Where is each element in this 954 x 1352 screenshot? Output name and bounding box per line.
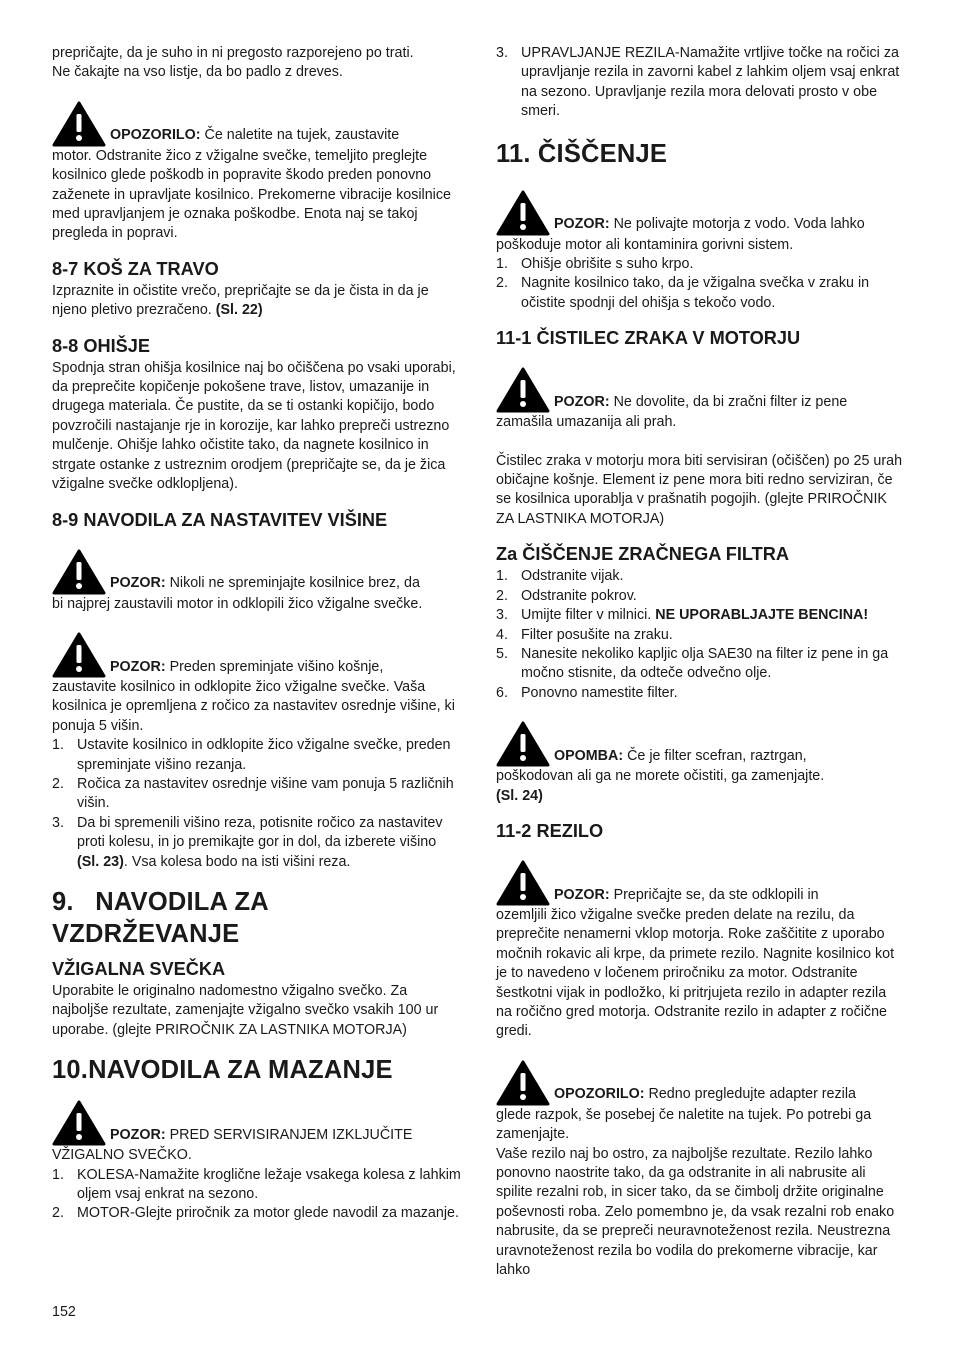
warning-block-pozor-2 — [52, 632, 462, 736]
list-item: 2. MOTOR-Glejte priročnik za motor glede navodil za mazanje. — [52, 1205, 459, 1222]
warning-text: Če je filter scefran, raztrgan, — [623, 747, 807, 764]
list-item: 3. Da bi spremenili višino reza, potisnite ročico za nastavitev proti kolesu, in jo premikajte gor in dol, da izberete višino (Sl. 23). Vsa kolesa bodo na isti višini reza. — [52, 814, 443, 870]
list-item: 6. Ponovno namestite filter. — [496, 684, 678, 701]
warning-icon — [496, 190, 550, 236]
list-10 — [52, 1166, 462, 1224]
warning-icon — [496, 860, 550, 906]
warning-label: POZOR: — [110, 575, 166, 592]
warning-text: Ne dovolite, da bi zračni filter iz pene — [609, 393, 848, 410]
left-column — [52, 44, 462, 1224]
heading-filter: Za ČIŠČENJE ZRAČNEGA FILTRA — [496, 544, 790, 565]
figure-ref: (Sl. 22) — [215, 302, 263, 319]
warning-label: OPOMBA: — [554, 747, 624, 764]
paragraph-8-8: Spodnja stran ohišja kosilnice naj bo očiščena po vsaki uporabi, da preprečite kopičenje pokošene trave, listov, umazanije in drugega materiala. Če pustite, da se ti ostanki kopičijo, bodo povzročili nastajanje rje in korozije, kar lahko prepreči ustrezno mulčenje. Ohišje lahko očistite tako, da nagnete kosilnico in strgate ostanke z ustreznim orodjem (prepričajte se, da je žica vžigalne svečke odklopljena). — [52, 359, 456, 493]
list-filter — [496, 567, 906, 703]
warning-icon — [496, 367, 550, 413]
warning-icon — [52, 1100, 106, 1146]
list-item: 2. Odstranite pokrov. — [496, 587, 637, 604]
list-item: 3. UPRAVLJANJE REZILA-Namažite vrtljive točke na ročici za upravljanje rezila in zavorni kabel z lahkim oljem vsaj enkrat na sezono. Upravljanje rezila mora delovati prosto v obe smeri. — [496, 45, 900, 120]
warning-text-cont: VŽIGALNO SVEČKO. — [52, 1147, 192, 1164]
paragraph-8-7: Izpraznite in očistite vrečo, prepričajte se da je čista in da je njeno pletivo prezračeno. (Sl. 22) — [52, 282, 429, 319]
list-item: 1. Ustavite kosilnico in odklopite žico vžigalne svečke, preden spreminjate višino rezanja. — [52, 737, 451, 773]
heading-8-7: 8-7 KOŠ ZA TRAVO — [52, 258, 219, 279]
warning-icon — [52, 632, 106, 678]
warning-text-cont: zaustavite kosilnico in odklopite žico vžigalne svečke. Vaša kosilnica je opremljena z ročico za nastavitev osrednje višine, ki ponuja 5 višin. — [52, 678, 455, 734]
warning-text-cont: motor. Odstranite žico z vžigalne svečke, temeljito preglejte kosilnico glede poškodb in popravite škodo preden ponovno zaženete in upravljate kosilnico. Prekomerne vibracije kosilnice med upravljanjem je oznaka poškodbe. Enota naj se takoj pregleda in popravi. — [52, 147, 451, 242]
list-8-9 — [52, 736, 462, 872]
warning-text: Nikoli ne spreminjajte kosilnice brez, da — [165, 575, 420, 592]
warning-icon — [496, 1060, 550, 1106]
warning-label: POZOR: — [554, 393, 610, 410]
warning-label: OPOZORILO: — [554, 1086, 645, 1103]
warning-block-pozor-4 — [496, 190, 906, 255]
warning-text: Če naletite na tujek, zaustavite — [200, 127, 400, 144]
warning-text-cont: poškoduje motor ali kontaminira gorivni sistem. — [496, 236, 794, 253]
warning-icon — [52, 549, 106, 595]
warning-icon — [52, 101, 106, 147]
list-item: 5. Nanesite nekoliko kapljic olja SAE30 na filter iz pene in ga močno stisnite, da odteče odvečno olje. — [496, 645, 889, 682]
heading-8-9: 8-9 NAVODILA ZA NASTAVITEV VIŠINE — [52, 509, 388, 530]
warning-block-pozor-3 — [52, 1100, 462, 1165]
heading-10: 10.NAVODILA ZA MAZANJE — [52, 1056, 393, 1085]
figure-ref: (Sl. 24) — [496, 787, 543, 804]
warning-label: OPOZORILO: — [110, 127, 201, 144]
list-item: 3. Umijte filter v milnici. NE UPORABLJAJTE BENCINA! — [496, 607, 869, 624]
warning-text: Ne polivajte motorja z vodo. Voda lahko — [609, 216, 865, 233]
list-item: 1. Ohišje obrišite s suho krpo. — [496, 256, 694, 273]
warning-text: Redno pregledujte adapter rezila — [644, 1086, 856, 1103]
warning-block-pozor-5 — [496, 367, 906, 432]
heading-11-1: 11-1 ČISTILEC ZRAKA V MOTORJU — [496, 328, 801, 349]
warning-text: PRED SERVISIRANJEM IZKLJUČITE — [165, 1126, 413, 1143]
paragraph-11-1: Čistilec zraka v motorju mora biti servisiran (očiščen) po 25 urah običajne košnje. Element iz pene mora biti redno serviziran, če se kosilnica uporablja v prašnatih pogojih. (glejte PRIROČNIK ZA LASTNIKA MOTORJA) — [496, 452, 903, 527]
warning-label: POZOR: — [110, 658, 166, 675]
warning-label: POZOR: — [110, 1126, 166, 1143]
heading-8-8: 8-8 OHIŠJE — [52, 335, 151, 356]
warning-text-cont: zamašila umazanija ali prah. — [496, 414, 677, 431]
list-10-continued — [496, 44, 906, 122]
page-number: 152 — [52, 1304, 76, 1320]
warning-text-cont: poškodovan ali ga ne morete očistiti, ga zamenjajte. — [496, 768, 825, 785]
paragraph-rezilo: Vaše rezilo naj bo ostro, za najboljše rezultate. Rezilo lahko ponovno naostrite tako, da ga odstranite in ali nabrusite ali spilite rezalni rob, in sicer tako, da se čimbolj držite originalne poševnosti roba. Zelo pomembno je, da vsak rezalni rob enako nabrusite, da se prepreči neuravnoteženost rezila. Neustrezna uravnoteženost rezila bo vodila do prekomerne vibracije, kar lahko — [496, 1145, 895, 1279]
warning-text-cont: glede razpok, še posebej če naletite na tujek. Po potrebi ga zamenjajte. — [496, 1106, 872, 1143]
list-item: 2. Nagnite kosilnico tako, da je vžigalna svečka v zraku in očistite spodnji del ohišja s tekočo vodo. — [496, 275, 870, 311]
warning-icon — [496, 721, 550, 767]
right-column — [496, 44, 906, 1280]
warning-block-opozorilo-2 — [496, 1060, 906, 1145]
list-item: 1. Odstranite vijak. — [496, 568, 624, 585]
warning-text: Preden spreminjate višino košnje, — [165, 658, 384, 675]
list-11 — [496, 255, 906, 313]
heading-11: 11. ČIŠČENJE — [496, 139, 668, 168]
warning-block-pozor-6 — [496, 860, 906, 1042]
warning-block-pozor-1 — [52, 549, 462, 614]
list-item: 4. Filter posušite na zraku. — [496, 626, 673, 643]
intro-line-1: prepričajte, da je suho in ni pregosto razporejeno po trati. — [52, 45, 414, 61]
warning-block-opozorilo — [52, 101, 462, 244]
list-item: 2. Ročica za nastavitev osrednje višine vam ponuja 5 različnih višin. — [52, 775, 454, 812]
heading-svecka: VŽIGALNA SVEČKA — [52, 958, 226, 979]
warning-block-opomba — [496, 721, 906, 806]
intro-line-2: Ne čakajte na vso listje, da bo padlo z dreves. — [52, 64, 343, 81]
warning-label: POZOR: — [554, 216, 610, 233]
warning-text: Prepričajte se, da ste odklopili in — [609, 886, 819, 903]
warning-text-cont: ozemljili žico vžigalne svečke preden delate na rezilu, da preprečite nenamerni vklop motorja. Roke zaščitite z uporabo močnih rokavic ali krpe, da primete rezilo. Nagnite kosilnico kot je to navedeno v ločenem priročniku za motor. Odstranite šestkotni vijak in podložko, ki pritrjujeta rezilo in adapter rezila na ročično gred motorja. Odstranite rezilo in adapter z ročične gredi. — [496, 906, 895, 1040]
list-item: 1. KOLESA-Namažite kroglične ležaje vsakega kolesa z lahkim oljem vsaj enkrat na sezono. — [52, 1166, 461, 1202]
figure-ref: (Sl. 23) — [77, 853, 124, 870]
heading-11-2: 11-2 REZILO — [496, 820, 604, 841]
heading-9: 9. NAVODILA ZA VZDRŽEVANJE — [52, 887, 268, 948]
paragraph-svecka: Uporabite le originalno nadomestno vžigalno svečko. Za najboljše rezultate, zamenjajte vžigalno svečko vsakih 100 ur uporabe. (glejte PRIROČNIK ZA LASTNIKA MOTORJA) — [52, 982, 439, 1038]
warning-label: POZOR: — [554, 886, 610, 903]
warning-text-cont: bi najprej zaustavili motor in odklopili žico vžigalne svečke. — [52, 595, 423, 612]
